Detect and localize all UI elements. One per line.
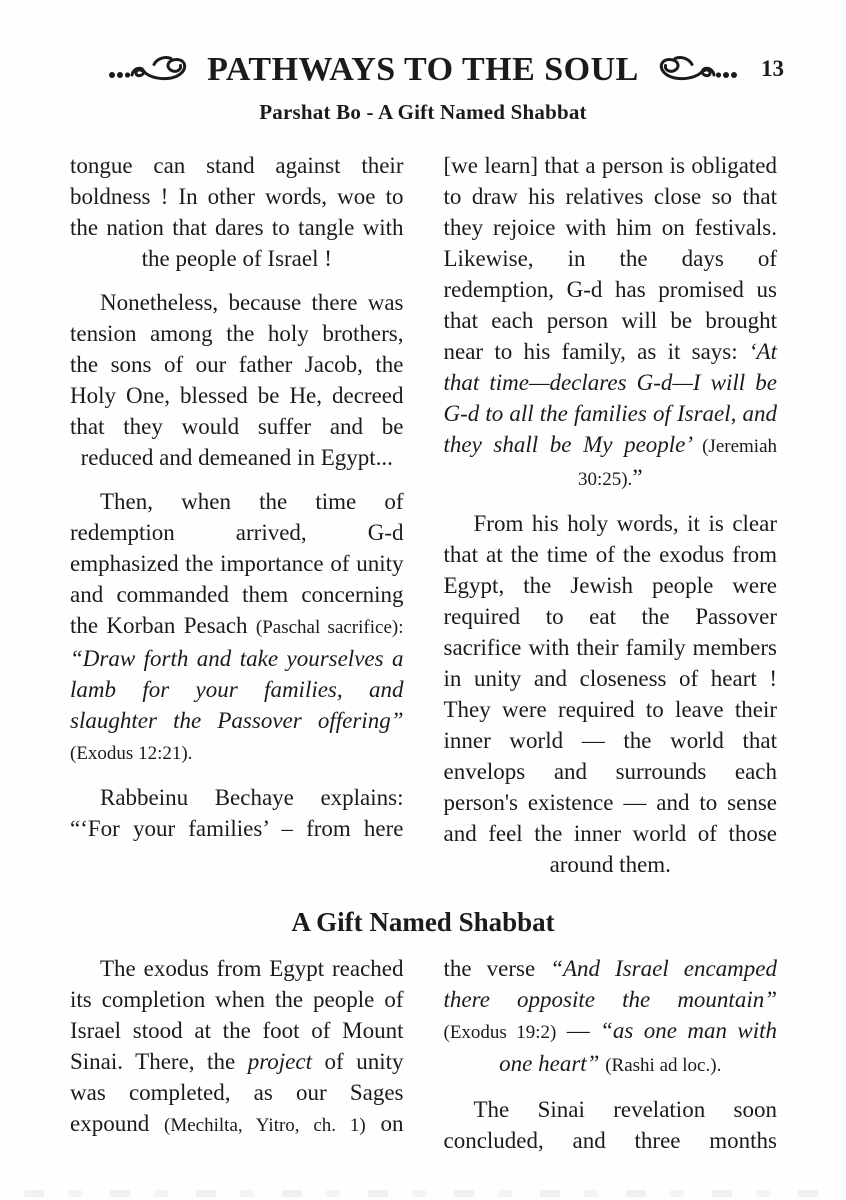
paragraph bbox=[70, 287, 404, 473]
bottom-column-right bbox=[444, 953, 778, 1175]
text-run: on bbox=[365, 1111, 404, 1136]
top-column-left bbox=[70, 150, 404, 892]
paragraph bbox=[70, 953, 404, 1141]
scroll-flourish-left-icon bbox=[107, 55, 199, 85]
text-run: (Exodus 12:21). bbox=[70, 743, 193, 764]
paragraph bbox=[444, 953, 778, 1081]
paragraph bbox=[444, 150, 778, 495]
page-header bbox=[0, 0, 846, 125]
text-run: Rabbeinu Bechaye explains: “‘For your families’ – from here bbox=[70, 785, 404, 841]
top-column-right bbox=[444, 150, 778, 892]
text-run: (Exodus 19:2) bbox=[443, 1022, 557, 1043]
paragraph bbox=[70, 150, 404, 274]
text-run: (Mechilta, Yitro, ch. 1) bbox=[164, 1115, 366, 1136]
bottom-column-left bbox=[70, 953, 404, 1175]
text-run: Then, when the time of redemption arrived, G-d emphasized the importance of unity and commanded them concerning the Korban Pesach bbox=[70, 489, 404, 638]
text-run: “And Israel encamped there opposite the mountain” bbox=[443, 956, 777, 1012]
text-run: — bbox=[556, 1018, 601, 1043]
text-run: ‘At that time—declares G-d—I will be G-d to all the families of Israel, and they shall be My people’ bbox=[443, 339, 777, 457]
text-run: of unity was completed, as our Sages expound bbox=[70, 1049, 404, 1136]
text-run: project bbox=[247, 1049, 312, 1074]
book-title: PATHWAYS TO THE SOUL bbox=[207, 51, 639, 88]
text-run: The Sinai revelation soon concluded, and three months bbox=[443, 1097, 777, 1153]
text-run: The exodus from Egypt reached its completion when the people of Israel stood at the foot of Mount Sinai. There, the bbox=[70, 956, 404, 1074]
text-run: Nonetheless, because there was tension among the holy brothers, the sons of our father Jacob, the Holy One, blessed be He, decreed that they would suffer and be reduced and demeaned in Egypt... bbox=[70, 290, 404, 470]
scan-artifact-strip bbox=[24, 1190, 822, 1197]
paragraph bbox=[70, 486, 404, 769]
paragraph bbox=[70, 782, 404, 844]
bottom-columns bbox=[0, 953, 846, 1175]
page-number: 13 bbox=[761, 56, 784, 81]
text-run: (Paschal sacrifice): bbox=[255, 617, 404, 638]
text-run: “as one man with one heart” bbox=[499, 1018, 778, 1076]
top-columns bbox=[0, 150, 846, 892]
text-run: the verse bbox=[443, 956, 551, 981]
title-row bbox=[0, 0, 846, 91]
text-run: [we learn] that a person is obligated to draw his relatives close so that they rejoice with him on festivals. Likewise, in the days of redemption, G-d has promised us that each person will be brought near to his family, as it says: bbox=[443, 153, 777, 364]
text-run: ” bbox=[632, 465, 643, 490]
text-run: (Jeremiah 30:25). bbox=[577, 436, 777, 490]
text-run: (Rashi ad loc.). bbox=[605, 1055, 722, 1076]
paragraph bbox=[444, 508, 778, 880]
chapter-subtitle: Parshat Bo - A Gift Named Shabbat bbox=[259, 100, 587, 124]
text-run: tongue can stand against their boldness ! In other words, woe to the nation that dares to tangle with the people of Israel ! bbox=[70, 153, 404, 271]
text-run: From his holy words, it is clear that at the time of the exodus from Egypt, the Jewish people were required to eat the Passover sacrifice with their family members in unity and closeness of heart ! They were required to leave their inner world — the world that envelops and surrounds each person's existence — and to sense and feel the inner world of those around them. bbox=[443, 511, 777, 877]
scroll-flourish-right-icon bbox=[647, 55, 739, 85]
text-run: “Draw forth and take yourselves a lamb for your families, and slaughter the Passover offering” bbox=[70, 646, 404, 733]
section-heading: A Gift Named Shabbat bbox=[291, 907, 555, 937]
paragraph bbox=[444, 1094, 778, 1156]
